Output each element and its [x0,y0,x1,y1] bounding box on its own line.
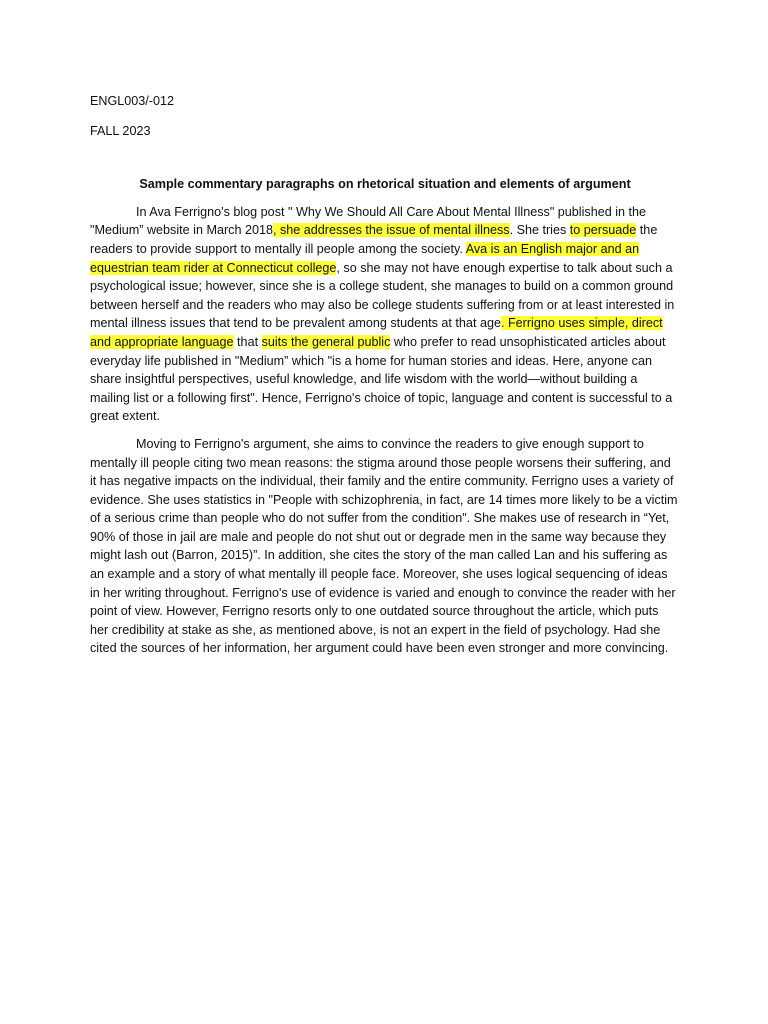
paragraph-rhetorical-situation [90,203,680,426]
highlighted-text: Ava is an English major and an equestrian team rider at Connecticut college [90,241,640,275]
highlighted-text: to persuade [569,223,637,238]
highlighted-text: suits the general public [261,334,391,349]
document-page [90,92,680,667]
text-segment: In Ava Ferrigno's blog post " Why We Should All Care About Mental Illness" published in the "Medium” website in March 2018 [90,204,647,238]
term-label: FALL 2023 [90,123,151,138]
paragraph-argument: Moving to Ferrigno's argument, she aims to convince the readers to give enough support to mentally ill people citing two mean reasons: the stigma around those people worsens their suffering, and it has negative impacts on the individual, their family and the entire community. Ferrigno uses a variety of evidence. She uses statistics in "People with schizophrenia, in fact, are 14 times more likely to be a victim of a serious crime than people who do not suffer from the condition". She makes use of research in “Yet, 90% of those in jail are male and people do not shut out or degrade men in the same way because they might lash out (Barron, 2015)”. In addition, she cites the story of the man called Lan and his suffering as an example and a story of what mentally ill people face. Moreover, she uses logical sequencing of ideas in her writing throughout. Ferrigno's use of evidence is varied and enough to convince the reader with her point of view. However, Ferrigno resorts only to one outdated source throughout the article, which puts her credibility at stake as she, as mentioned above, is not an expert in the field of psychology. Had she cited the sources of her information, her argument could have been even stronger and more convincing. [90,436,678,656]
text-segment: , so she may not have enough expertise to talk about such a psychological issue; however, since she is a college student, she manages to build on a common ground between herself and the readers who may also be college students suffering from or at least interested in mental illness issues that tend to be prevalent among students at that age [90,260,675,331]
course-code: ENGL003/-012 [90,94,175,108]
text-segment: who prefer to read unsophisticated articles about everyday life published in "Medium” which "is a home for human stories and ideas. Here, anyone can share insightful perspectives, useful knowledge, and life wisdom with the world—without building a mailing list or a following first". Hence, Ferrigno's choice of topic, language and content is successful to a great extent. [90,334,673,424]
text-segment: that [233,334,262,349]
text-segment: the readers to provide support to mentally ill people among the society. [90,223,658,256]
text-segment: . She tries [509,223,570,238]
highlighted-text: . Ferrigno uses simple, direct and appropriate language [90,316,663,349]
document-title: Sample commentary paragraphs on rhetorical situation and elements of argument [139,177,631,192]
highlighted-text: , she addresses the issue of mental illness [272,223,510,238]
